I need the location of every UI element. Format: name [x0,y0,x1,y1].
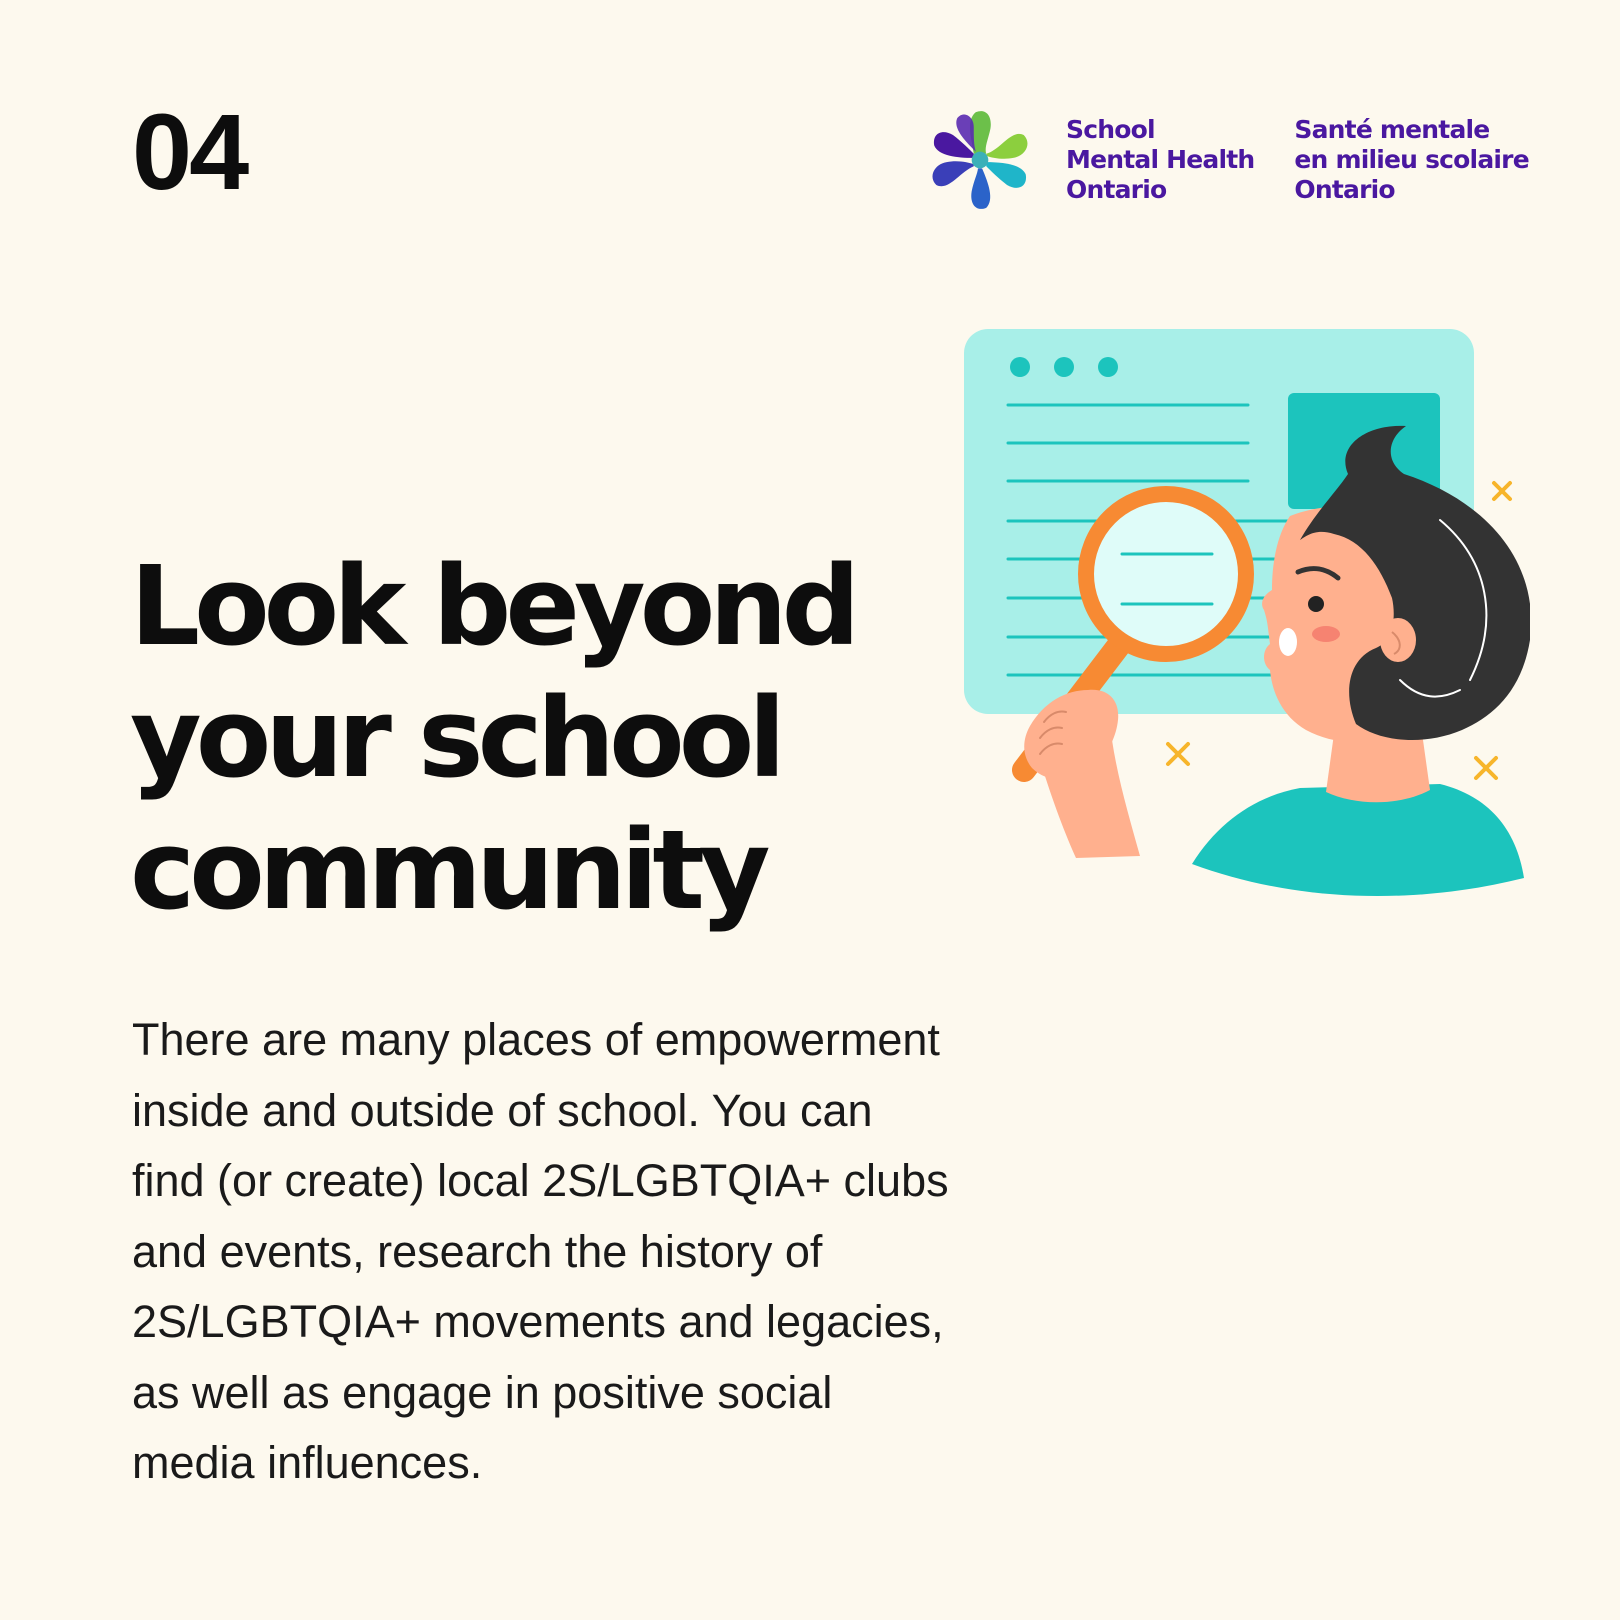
body-line: and events, research the history of [132,1225,823,1277]
eye [1308,596,1324,612]
logo-en-line: Mental Health [1066,145,1255,174]
cheek-highlight [1279,628,1297,656]
browser-dot [1098,357,1118,377]
body-line: inside and outside of school. You can [132,1084,873,1136]
logo-text-french [1294,115,1528,205]
headline-line: Look beyond [130,542,855,670]
body-paragraph [132,1005,1012,1499]
body-line: find (or create) local 2S/LGBTQIA+ clubs [132,1155,949,1206]
smho-logo [928,108,1529,212]
magnifier-lens [1086,494,1246,654]
headline [130,540,890,936]
body-line: 2S/LGBTQIA+ movements and legacies, [132,1296,944,1347]
page-number: 04 [132,91,247,212]
headline-line: your school [130,674,780,802]
headline-line: community [130,806,765,934]
body-line: media influences. [132,1437,483,1488]
logo-en-line: Ontario [1066,175,1167,204]
browser-dot [1010,357,1030,377]
logo-text-english [1066,115,1254,205]
cheek [1312,626,1340,642]
logo-en-line: School [1066,115,1155,144]
logo-fr-line: Santé mentale [1294,115,1490,144]
logo-fr-line: en milieu scolaire [1294,145,1529,174]
browser-dot [1054,357,1074,377]
magnifying-glass-illustration [930,310,1530,910]
body-line: as well as engage in positive social [132,1366,833,1418]
body-line: There are many places of empowerment [132,1014,940,1065]
smho-flower-icon [928,108,1032,212]
logo-fr-line: Ontario [1294,175,1395,204]
